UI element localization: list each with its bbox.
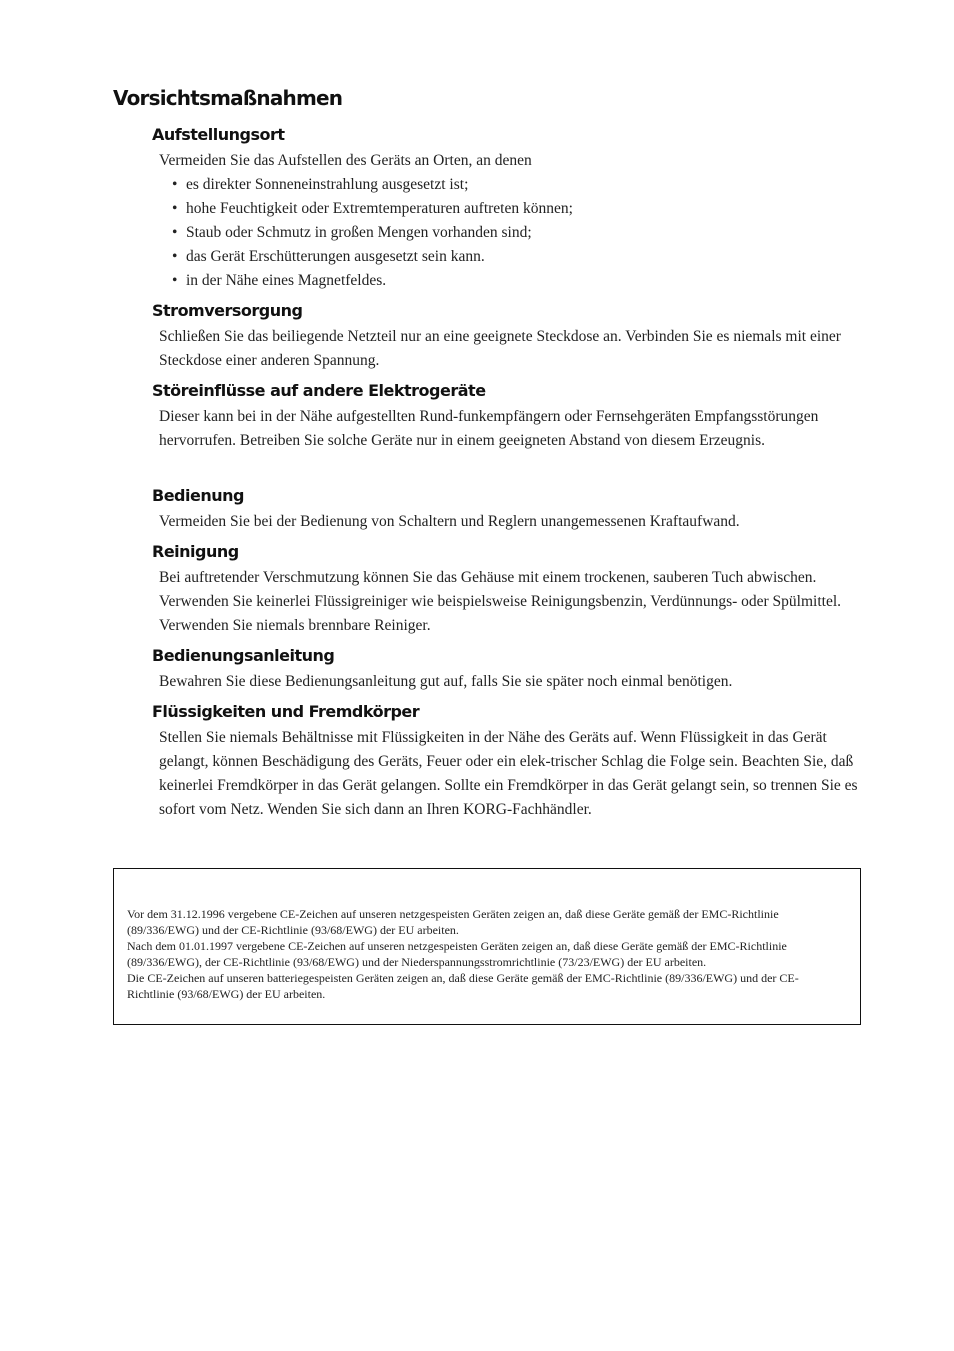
section-bedienungsanleitung <box>152 644 872 694</box>
bullet-icon: • <box>172 224 178 241</box>
list-item: • das Gerät Erschütterungen ausgesetzt sein kann. <box>172 245 872 269</box>
section-heading: Flüssigkeiten und Fremdkörper <box>152 702 420 721</box>
list-item: • in der Nähe eines Magnetfeldes. <box>172 269 872 293</box>
bullet-icon: • <box>172 248 178 265</box>
section-heading: Stromversorgung <box>152 301 303 320</box>
section-heading: Bedienungsanleitung <box>152 646 335 665</box>
section-stromversorgung <box>152 299 872 373</box>
bullet-icon: • <box>172 176 178 193</box>
section-heading: Störeinflüsse auf andere Elektrogeräte <box>152 381 486 400</box>
section-text: Stellen Sie niemals Behältnisse mit Flüssigkeiten in der Nähe des Geräts auf. Wenn Flüssigkeit in das Gerät gelangt, können Beschädigung des Geräts, Feuer oder ein elek-trischer Schlag die Folge sein. Beachten Sie, daß keinerlei Fremdkörper in das Gerät gelangen. Sollte ein Fremdkörper in das Gerät gelangt sein, so trennen Sie es sofort vom Netz. Wenden Sie sich dann an Ihren KORG-Fachhändler. <box>159 729 858 818</box>
bullet-icon: • <box>172 272 178 289</box>
ce-notice-text: Die CE-Zeichen auf unseren batteriegespeisten Geräten zeigen an, daß diese Geräte gemäß der EMC-Richtlinie (89/336/EWG) und der CE-Richtlinie (93/68/EWG) der EU arbeiten. <box>127 971 799 1001</box>
section-text: Dieser kann bei in der Nähe aufgestellten Rund-funkempfängern oder Fernsehgeräten Empfangsstörungen hervorrufen. Betreiben Sie solche Geräte nur in einem geeigneten Abstand von diesem Erzeugnis. <box>159 408 819 449</box>
section-aufstellungsort <box>152 123 872 293</box>
location-bullet-list <box>152 173 872 293</box>
list-item: • hohe Feuchtigkeit oder Extremtemperaturen auftreten können; <box>172 197 872 221</box>
page-title: Vorsichtsmaßnahmen <box>113 86 343 110</box>
section-fluessigkeiten <box>152 700 872 822</box>
section-text: Vermeiden Sie das Aufstellen des Geräts an Orten, an denen <box>159 152 532 169</box>
section-stoereinfluesse <box>152 379 872 453</box>
section-bedienung <box>152 484 872 534</box>
list-item: • es direkter Sonneneinstrahlung ausgesetzt ist; <box>172 173 872 197</box>
section-heading: Aufstellungsort <box>152 125 285 144</box>
section-heading: Bedienung <box>152 486 244 505</box>
ce-notice-text: Nach dem 01.01.1997 vergebene CE-Zeichen auf unseren netzgespeisten Geräten zeigen an, daß diese Geräte gemäß der EMC-Richtlinie (89/336/EWG), der CE-Richtlinie (93/68/EWG) und der Niederspannungsstromrichtlinie (73/23/EWG) der EU arbeiten. <box>127 939 787 969</box>
section-text: Bei auftretender Verschmutzung können Sie das Gehäuse mit einem trockenen, sauberen Tuch abwischen. Verwenden Sie keinerlei Flüssigreiniger wie beispielsweise Reinigungsbenzin, Verdünnungs- oder Spülmittel. Verwenden Sie niemals brennbare Reiniger. <box>159 569 842 634</box>
section-heading: Reinigung <box>152 542 239 561</box>
ce-notice-text: Vor dem 31.12.1996 vergebene CE-Zeichen auf unseren netzgespeisten Geräten zeigen an, daß diese Geräte gemäß der EMC-Richtlinie (89/336/EWG) und der CE-Richtlinie (93/68/EWG) der EU arbeiten. <box>127 907 779 937</box>
ce-notice-box <box>113 868 861 1025</box>
bullet-icon: • <box>172 200 178 217</box>
section-text: Bewahren Sie diese Bedienungsanleitung gut auf, falls Sie sie später noch einmal benötigen. <box>159 673 733 690</box>
section-text: Vermeiden Sie bei der Bedienung von Schaltern und Reglern unangemessenen Kraftaufwand. <box>159 513 740 530</box>
section-reinigung <box>152 540 872 638</box>
section-text: Schließen Sie das beiliegende Netzteil nur an eine geeignete Steckdose an. Verbinden Sie es niemals mit einer Steckdose einer anderen Spannung. <box>159 328 841 369</box>
list-item: • Staub oder Schmutz in großen Mengen vorhanden sind; <box>172 221 872 245</box>
